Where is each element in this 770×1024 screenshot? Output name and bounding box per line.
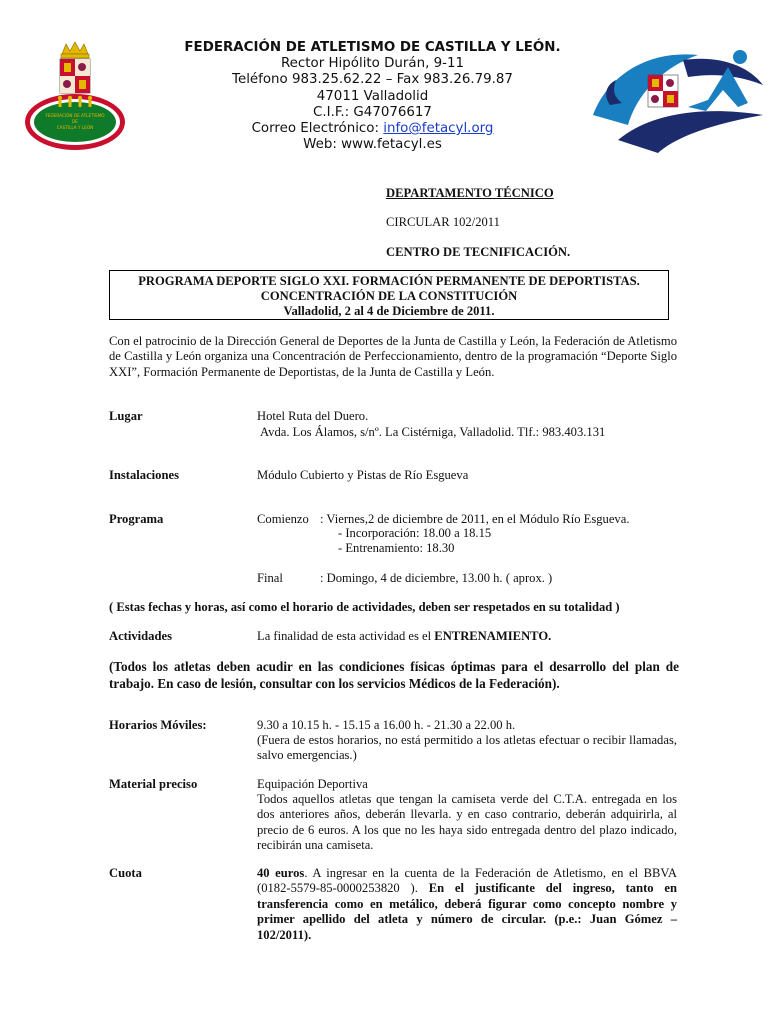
horarios-line1: 9.30 a 10.15 h. - 15.15 a 16.00 h. - 21.30 a 22.00 h. xyxy=(257,718,516,732)
circular-number: CIRCULAR 102/2011 xyxy=(386,215,500,229)
intro-paragraph: Con el patrocinio de la Dirección General de Deportes de la Junta de Castilla y León, la Federación de Atletismo de Castilla y León organiza una Concentración de Perfeccionamiento, dentro de la programación “Deporte Siglo XXI”, Formación Permanente de Deportistas, de la Junta de Castilla y León. xyxy=(109,334,677,379)
email-link[interactable]: info@fetacyl.org xyxy=(383,121,494,137)
actividades-value-bold: ENTRENAMIENTO. xyxy=(434,629,552,643)
programa-end-value: : Domingo, 4 de diciembre, 13.00 h. ( aprox. ) xyxy=(320,571,553,585)
programa-item-incorporacion: - Incorporación: 18.00 a 18.15 xyxy=(338,526,492,540)
instalaciones-label: Instalaciones xyxy=(109,468,179,482)
letterhead xyxy=(150,40,595,153)
center-title: CENTRO DE TECNIFICACIÓN. xyxy=(386,245,571,259)
cuota-account-text: . A ingresar en la cuenta de la Federación de Atletismo, en el BBVA (0182-5579-85-0000253820 ). xyxy=(257,866,677,896)
program-title-line2: CONCENTRACIÓN DE LA CONSTITUCIÓN xyxy=(260,289,518,303)
runner-swoosh-logo xyxy=(588,45,768,155)
org-postal: 47011 Valladolid xyxy=(316,88,429,104)
program-title-line3: Valladolid, 2 al 4 de Diciembre de 2011. xyxy=(283,304,495,318)
programa-start-label: Comienzo xyxy=(257,512,309,526)
athletes-note: (Todos los atletas deben acudir en las condiciones físicas óptimas para el desarrollo del plan de trabajo. En caso de lesión, consultar con los servicios Médicos de la Federación). xyxy=(109,659,679,691)
federation-crest-logo xyxy=(20,40,130,152)
logo-text-line1: FEDERACIÓN DE ATLETISMO xyxy=(45,113,105,118)
department-title: DEPARTAMENTO TÉCNICO xyxy=(386,186,554,200)
org-cif: C.I.F.: G47076617 xyxy=(313,104,432,120)
programa-start-value: : Viernes,2 de diciembre de 2011, en el Módulo Río Esgueva. xyxy=(320,512,630,526)
material-label: Material preciso xyxy=(109,777,198,791)
programa-end-label: Final xyxy=(257,571,283,585)
cuota-text xyxy=(257,866,677,943)
logo-text-line3: CASTILLA Y LEÓN xyxy=(56,125,94,130)
org-name: FEDERACIÓN DE ATLETISMO DE CASTILLA Y LEÓN. xyxy=(184,40,561,55)
program-title-line1: PROGRAMA DEPORTE SIGLO XXI. FORMACIÓN PERMANENTE DE DEPORTISTAS. xyxy=(138,274,640,288)
programa-item-entrenamiento: - Entrenamiento: 18.30 xyxy=(338,541,455,555)
org-email-line xyxy=(150,121,595,137)
lugar-label: Lugar xyxy=(109,409,143,423)
programa-label: Programa xyxy=(109,512,164,526)
material-line2: Todos aquellos atletas que tengan la camiseta verde del C.T.A. entregada en los dos anteriores años, deberán llevarla. y en caso contrario, deberán adquirirla, al precio de 6 euros. A los que no les haya sido entregada dentro del plazo indicado, recibirán una camiseta. xyxy=(257,792,677,853)
material-line1: Equipación Deportiva xyxy=(257,777,368,791)
actividades-value-text: La finalidad de esta actividad es el xyxy=(257,629,435,643)
lugar-line2: Avda. Los Álamos, s/nº. La Cistérniga, Valladolid. Tlf.: 983.403.131 xyxy=(260,425,606,439)
cuota-label: Cuota xyxy=(109,866,142,880)
actividades-label: Actividades xyxy=(109,629,172,643)
email-label: Correo Electrónico: xyxy=(251,121,384,137)
program-title-box xyxy=(109,270,669,320)
org-address: Rector Hipólito Durán, 9-11 xyxy=(280,56,465,72)
cuota-instructions: En el justificante del ingreso, tanto en transferencia como en metálico, deberá figurar como concepto nombre y primer apellido del atleta y número de circular. (p.e.: Juan Gómez – 102/2011). xyxy=(257,881,677,942)
dates-note: ( Estas fechas y horas, así como el horario de actividades, deben ser respetados en su totalidad ) xyxy=(109,600,620,614)
lugar-line1: Hotel Ruta del Duero. xyxy=(257,409,369,423)
org-phone: Teléfono 983.25.62.22 – Fax 983.26.79.87 xyxy=(232,72,513,88)
logo-text-line2: DE xyxy=(72,119,78,124)
horarios-line2: (Fuera de estos horarios, no está permitido a los atletas efectuar o recibir llamadas, salvo emergencias.) xyxy=(257,733,677,763)
instalaciones-value: Módulo Cubierto y Pistas de Río Esgueva xyxy=(257,468,469,482)
actividades-value xyxy=(257,629,551,644)
cuota-amount: 40 euros xyxy=(257,866,305,880)
horarios-label: Horarios Móviles: xyxy=(109,718,207,732)
org-web: Web: www.fetacyl.es xyxy=(303,137,442,153)
